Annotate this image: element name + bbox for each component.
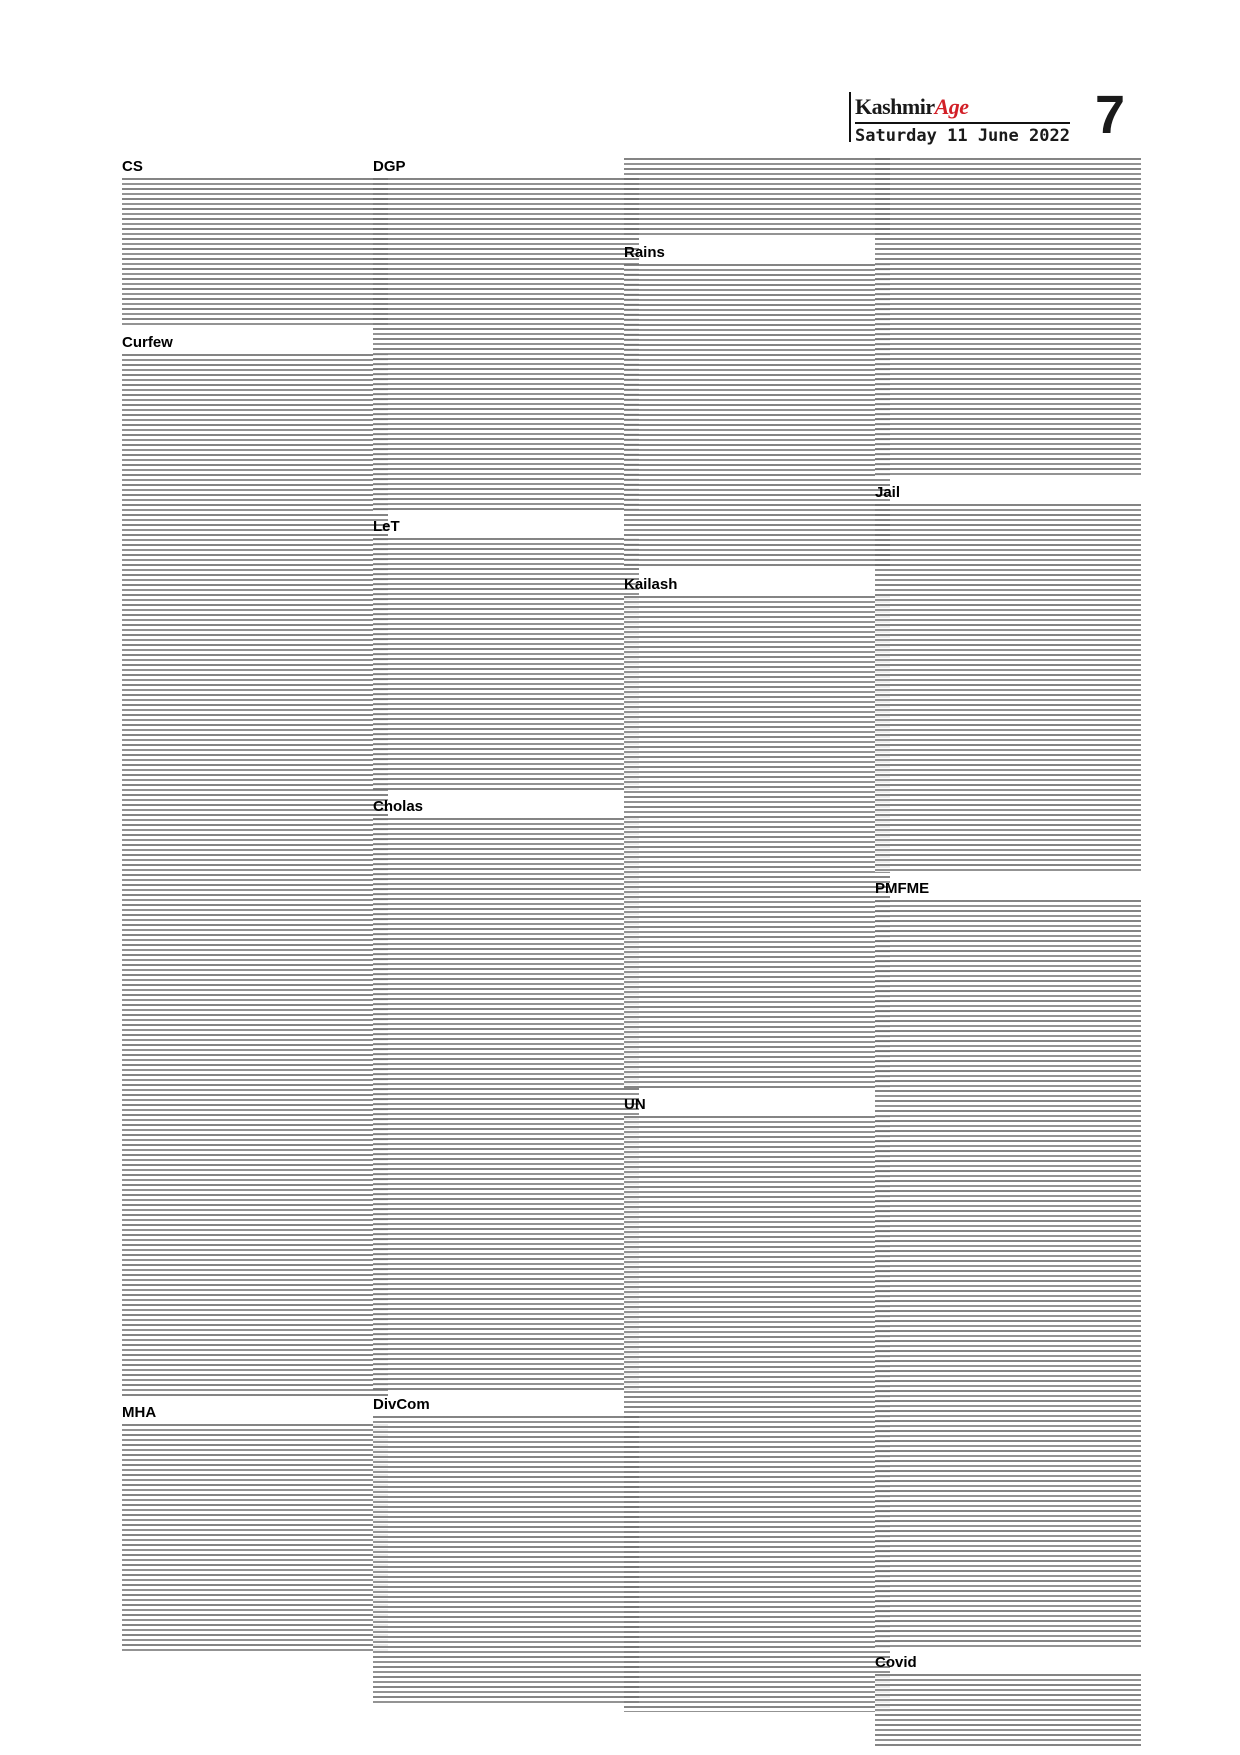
article-body xyxy=(624,158,890,238)
brand-kashmir: Kashmir xyxy=(855,94,935,119)
article-body xyxy=(122,178,388,328)
date-line: Saturday 11 June 2022 xyxy=(855,122,1070,146)
article-body xyxy=(373,178,639,512)
section-heading-divcom: DivCom xyxy=(373,1396,430,1413)
masthead-rule xyxy=(849,92,851,142)
section-heading-jail: Jail xyxy=(875,484,901,501)
article-body xyxy=(373,538,639,790)
article-body xyxy=(875,158,1141,476)
section-heading-cs: CS xyxy=(122,158,143,175)
section-heading-curfew: Curfew xyxy=(122,334,173,351)
article-body xyxy=(122,354,388,1398)
article-body xyxy=(875,900,1141,1648)
section-heading-rains: Rains xyxy=(624,244,665,261)
article-body xyxy=(624,1116,890,1712)
masthead-logo xyxy=(855,94,969,120)
page-number: 7 xyxy=(1094,85,1125,145)
section-heading-un: UN xyxy=(624,1096,646,1113)
brand-age: Age xyxy=(934,94,969,119)
article-body xyxy=(875,504,1141,872)
section-heading-covid: Covid xyxy=(875,1654,917,1671)
article-body xyxy=(373,818,639,1390)
article-body xyxy=(624,596,890,1088)
section-heading-pmfme: PMFME xyxy=(875,880,930,897)
section-heading-mha: MHA xyxy=(122,1404,157,1421)
article-body xyxy=(122,1424,388,1654)
section-heading-let: LeT xyxy=(373,518,400,535)
article-body xyxy=(373,1416,639,1706)
article-body xyxy=(624,264,890,568)
masthead xyxy=(855,85,1125,152)
section-heading-cholas: Cholas xyxy=(373,798,424,815)
section-heading-dgp: DGP xyxy=(373,158,406,175)
section-heading-kailash: Kailash xyxy=(624,576,678,593)
article-body xyxy=(875,1674,1141,1746)
